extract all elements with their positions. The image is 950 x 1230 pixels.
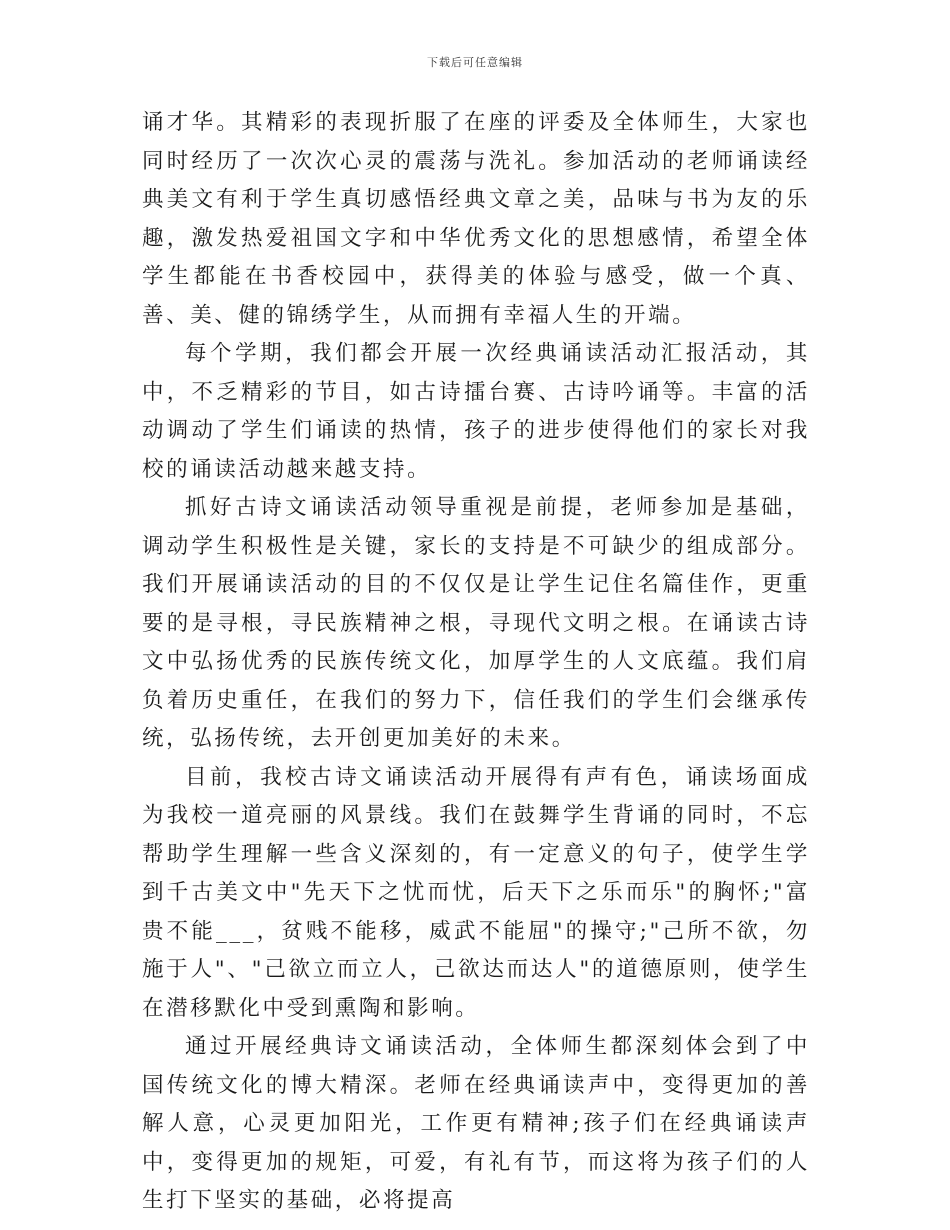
page-header-note: 下载后可任意编辑	[427, 56, 523, 69]
paragraph-continuation: 诵才华。其精彩的表现折服了在座的评委及全体师生，大家也同时经历了一次次心灵的震荡与洗礼。参加活动的老师诵读经典美文有利于学生真切感悟经典文章之美，品味与书为友的乐趣，激发热爱祖国文字和中华优秀文化的思想感情，希望全体学生都能在书香校园中，获得美的体验与感受，做一个真、善、美、健的锦绣学生，从而拥有幸福人生的开端。	[142, 110, 810, 328]
paragraph-semester-activities: 每个学期，我们都会开展一次经典诵读活动汇报活动，其中，不乏精彩的节目，如古诗擂台赛、古诗吟诵等。丰富的活动调动了学生们诵读的热情，孩子的进步使得他们的家长对我校的诵读活动越来越支持。	[142, 341, 810, 482]
paragraph-leadership: 抓好古诗文诵读活动领导重视是前提，老师参加是基础，调动学生积极性是关键，家长的支持是不可缺少的组成部分。我们开展诵读活动的目的不仅仅是让学生记住名篇佳作，更重要的是寻根，寻民族精神之根，寻现代文明之根。在诵读古诗文中弘扬优秀的民族传统文化，加厚学生的人文底蕴。我们肩负着历史重任，在我们的努力下，信任我们的学生们会继承传统，弘扬传统，去开创更加美好的未来。	[142, 495, 810, 751]
paragraph-current-status: 目前，我校古诗文诵读活动开展得有声有色，诵读场面成为我校一道亮丽的风景线。我们在鼓舞学生背诵的同时，不忘帮助学生理解一些含义深刻的，有一定意义的句子，使学生学到千古美文中"先天下之忧而忧，后天下之乐而乐"的胸怀;"富贵不能___，贫贱不能移，威武不能屈"的操守;"己所不欲，勿施于人"、"己欲立而立人，己欲达而达人"的道德原则，使学生在潜移默化中受到熏陶和影响。	[142, 764, 810, 1021]
paragraph-outcomes: 通过开展经典诗文诵读活动，全体师生都深刻体会到了中国传统文化的博大精深。老师在经典诵读声中，变得更加的善解人意，心灵更加阳光，工作更有精神;孩子们在经典诵读声中，变得更加的规矩，可爱，有礼有节，而这将为孩子们的人生打下坚实的基础，必将提高	[142, 1034, 810, 1213]
document-body	[142, 104, 810, 1221]
